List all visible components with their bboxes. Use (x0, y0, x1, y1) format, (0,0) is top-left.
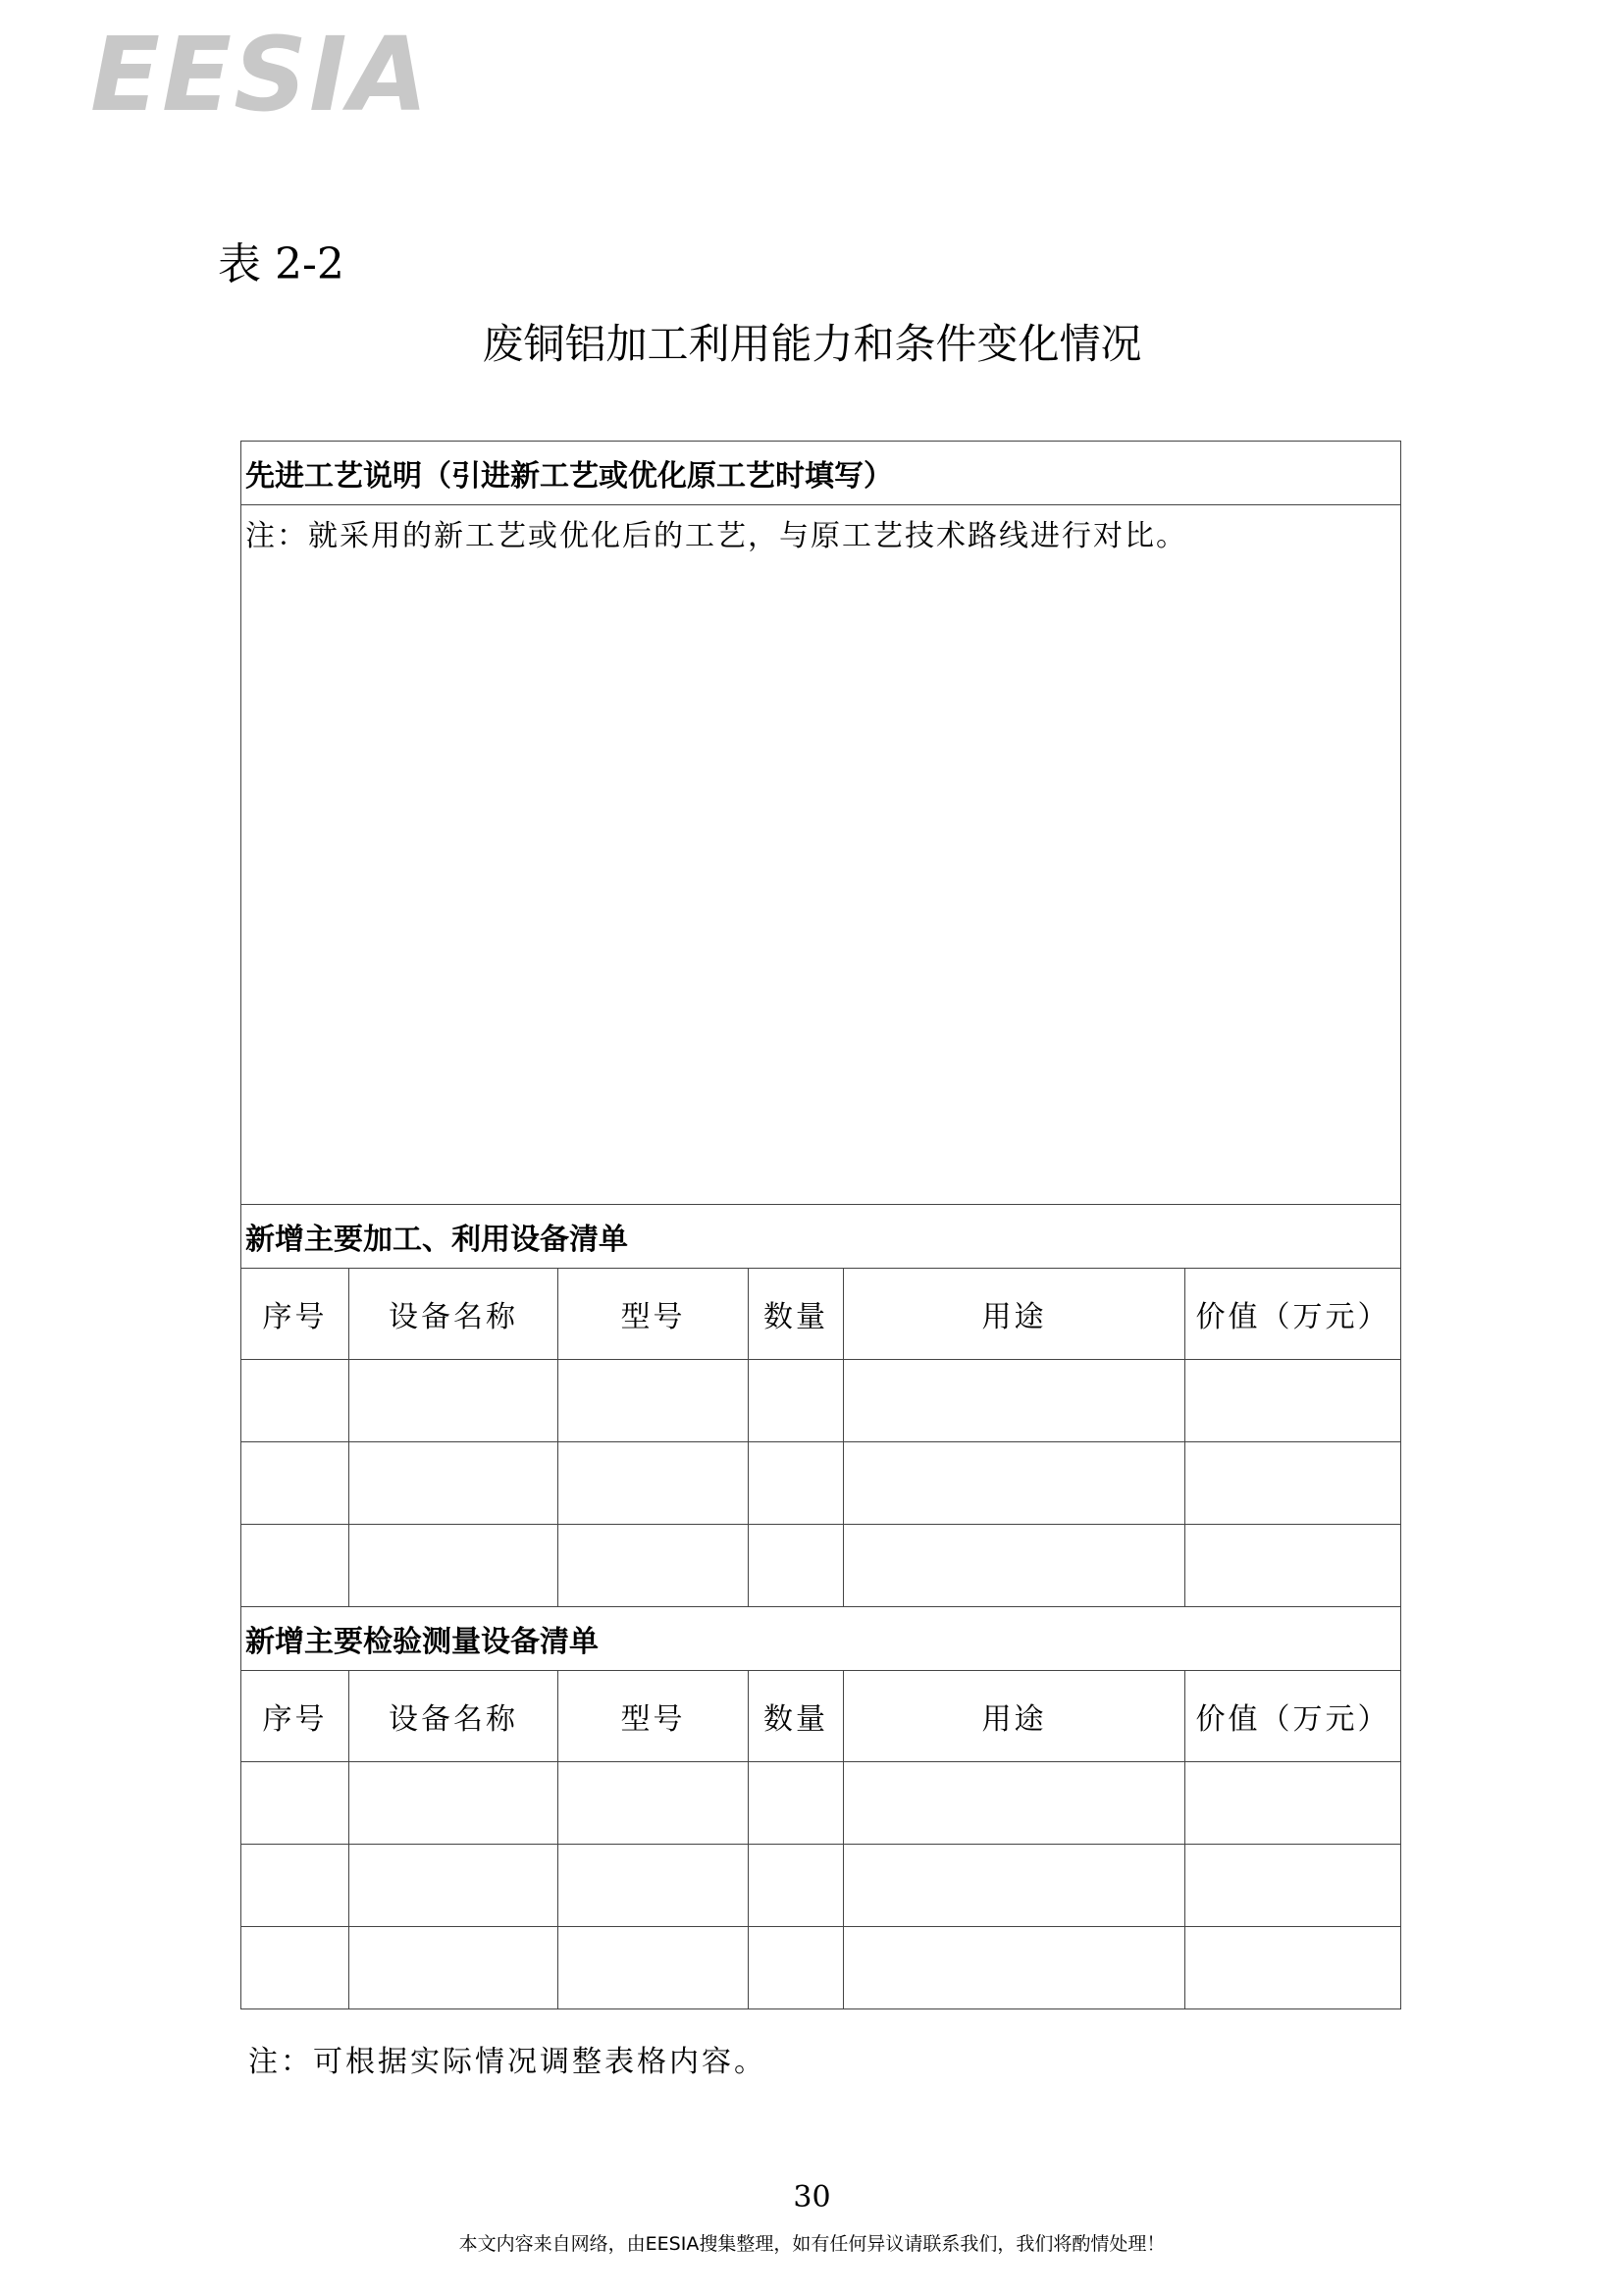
column-header-equipment-name: 设备名称 (349, 1671, 558, 1762)
table-cell[interactable] (1185, 1360, 1401, 1442)
table-cell[interactable] (241, 1927, 349, 2009)
table-cell[interactable] (349, 1360, 558, 1442)
table-cell[interactable] (749, 1845, 844, 1927)
column-header-index: 序号 (241, 1269, 349, 1360)
table-cell[interactable] (241, 1442, 349, 1525)
page-number: 30 (793, 2180, 831, 2215)
table-cell[interactable] (1185, 1927, 1401, 2009)
column-header-value: 价值（万元） (1185, 1269, 1401, 1360)
inspection-equipment-heading: 新增主要检验测量设备清单 (241, 1607, 1401, 1671)
footer-disclaimer: 本文内容来自网络，由EESIA搜集整理，如有任何异议请联系我们，我们将酌情处理！ (458, 2233, 1166, 2255)
table-cell[interactable] (349, 1525, 558, 1607)
table-row (241, 1927, 1401, 2009)
table-cell[interactable] (844, 1442, 1185, 1525)
table-cell[interactable] (844, 1360, 1185, 1442)
table-cell[interactable] (749, 1762, 844, 1845)
page-title: 废铜铝加工利用能力和条件变化情况 (482, 320, 1142, 368)
column-header-quantity: 数量 (749, 1269, 844, 1360)
table-row (241, 1360, 1401, 1442)
table-cell[interactable] (749, 1442, 844, 1525)
table-row (241, 1762, 1401, 1845)
table-cell[interactable] (844, 1927, 1185, 2009)
column-header-quantity: 数量 (749, 1671, 844, 1762)
column-header-purpose: 用途 (844, 1671, 1185, 1762)
table-cell[interactable] (1185, 1525, 1401, 1607)
table-cell[interactable] (349, 1442, 558, 1525)
table-label: 表 2-2 (218, 239, 344, 289)
processing-equipment-heading: 新增主要加工、利用设备清单 (241, 1205, 1401, 1269)
column-header-equipment-name: 设备名称 (349, 1269, 558, 1360)
table-cell[interactable] (749, 1525, 844, 1607)
table-row (241, 1442, 1401, 1525)
footnote: 注：可根据实际情况调整表格内容。 (248, 2045, 766, 2079)
process-section-heading: 先进工艺说明（引进新工艺或优化原工艺时填写） (241, 442, 1401, 505)
table-cell[interactable] (749, 1927, 844, 2009)
table-cell[interactable] (558, 1525, 749, 1607)
table-cell[interactable] (844, 1525, 1185, 1607)
table-cell[interactable] (349, 1762, 558, 1845)
table-cell[interactable] (844, 1845, 1185, 1927)
eesia-watermark-logo: EESIA (90, 15, 431, 134)
form-table (240, 441, 1401, 2009)
table-cell[interactable] (558, 1360, 749, 1442)
table-cell[interactable] (241, 1762, 349, 1845)
process-section-note: 注：就采用的新工艺或优化后的工艺，与原工艺技术路线进行对比。 (245, 519, 1187, 553)
table-cell[interactable] (349, 1845, 558, 1927)
table-cell[interactable] (241, 1360, 349, 1442)
column-header-index: 序号 (241, 1671, 349, 1762)
table-cell[interactable] (749, 1360, 844, 1442)
table-cell[interactable] (844, 1762, 1185, 1845)
table-cell[interactable] (1185, 1442, 1401, 1525)
table-cell[interactable] (241, 1525, 349, 1607)
table-cell[interactable] (558, 1845, 749, 1927)
table-cell[interactable] (558, 1762, 749, 1845)
table-cell[interactable] (558, 1927, 749, 2009)
table-cell[interactable] (349, 1927, 558, 2009)
process-section-field[interactable] (241, 505, 1401, 1205)
column-header-value: 价值（万元） (1185, 1671, 1401, 1762)
table-row (241, 1525, 1401, 1607)
inspection-equipment-header-row (241, 1671, 1401, 1762)
column-header-purpose: 用途 (844, 1269, 1185, 1360)
table-row (241, 1845, 1401, 1927)
table-cell[interactable] (1185, 1762, 1401, 1845)
column-header-model: 型号 (558, 1671, 749, 1762)
column-header-model: 型号 (558, 1269, 749, 1360)
table-cell[interactable] (1185, 1845, 1401, 1927)
table-cell[interactable] (558, 1442, 749, 1525)
processing-equipment-header-row (241, 1269, 1401, 1360)
table-cell[interactable] (241, 1845, 349, 1927)
